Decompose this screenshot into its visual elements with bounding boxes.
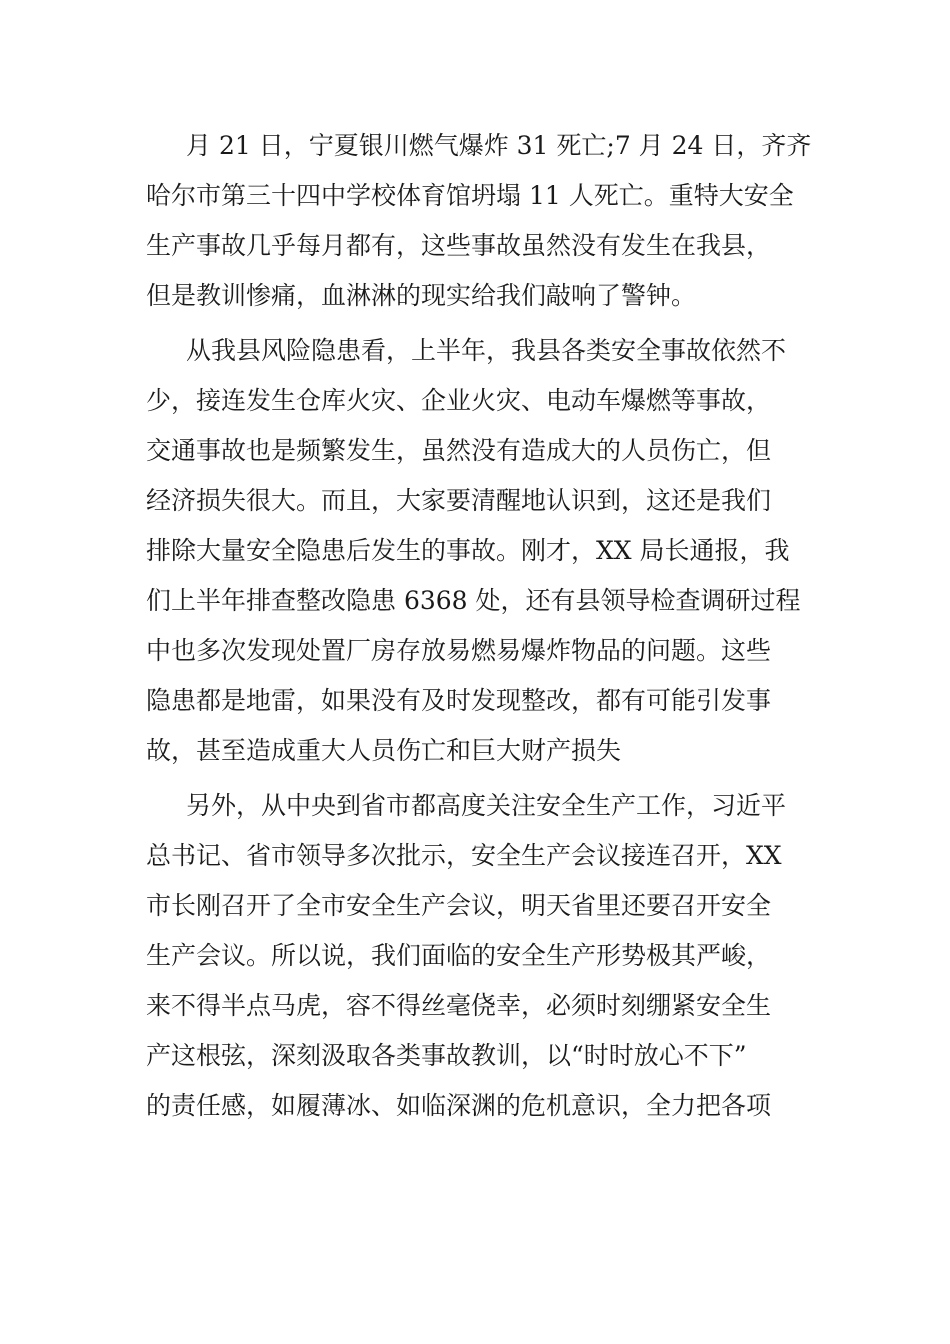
paragraph-3-line-6: 产这根弦，深刻汲取各类事故教训，以“时时放心不下” [146,1041,747,1070]
paragraph-2-line-8: 隐患都是地雷，如果没有及时发现整改，都有可能引发事 [146,686,772,715]
paragraph-1-line-1: 月 21 日，宁夏银川燃气爆炸 31 死亡;7 月 24 日，齐齐 [186,131,812,160]
paragraph-1-line-2: 哈尔市第三十四中学校体育馆坍塌 11 人死亡。重特大安全 [146,181,794,210]
paragraph-2-line-4: 经济损失很大。而且，大家要清醒地认识到，这还是我们 [146,486,772,515]
paragraph-3-line-5: 来不得半点马虎，容不得丝毫侥幸，必须时刻绷紧安全生 [146,991,772,1020]
paragraph-2-line-1: 从我县风险隐患看，上半年，我县各类安全事故依然不 [186,336,787,365]
paragraph-2-line-6: 们上半年排查整改隐患 6368 处，还有县领导检查调研过程 [146,586,801,615]
paragraph-2-line-3: 交通事故也是频繁发生，虽然没有造成大的人员伤亡，但 [146,436,772,465]
paragraph-3-line-7: 的责任感，如履薄冰、如临深渊的危机意识，全力把各项 [146,1091,772,1120]
paragraph-1-line-4: 但是教训惨痛，血淋淋的现实给我们敲响了警钟。 [146,281,697,310]
paragraph-3-line-4: 生产会议。所以说，我们面临的安全生产形势极其严峻， [146,941,772,970]
paragraph-2-line-2: 少，接连发生仓库火灾、企业火灾、电动车爆燃等事故， [146,386,772,415]
paragraph-2-line-7: 中也多次发现处置厂房存放易燃易爆炸物品的问题。这些 [146,636,772,665]
paragraph-3-line-1: 另外，从中央到省市都高度关注安全生产工作，习近平 [186,791,787,820]
paragraph-3-line-2: 总书记、省市领导多次批示，安全生产会议接连召开，XX [146,841,782,870]
paragraph-2-line-5: 排除大量安全隐患后发生的事故。刚才，XX 局长通报，我 [146,536,790,565]
paragraph-3-line-3: 市长刚召开了全市安全生产会议，明天省里还要召开安全 [146,891,772,920]
paragraph-2-line-9: 故，甚至造成重大人员伤亡和巨大财产损失 [146,736,622,765]
paragraph-1-line-3: 生产事故几乎每月都有，这些事故虽然没有发生在我县， [146,231,772,260]
